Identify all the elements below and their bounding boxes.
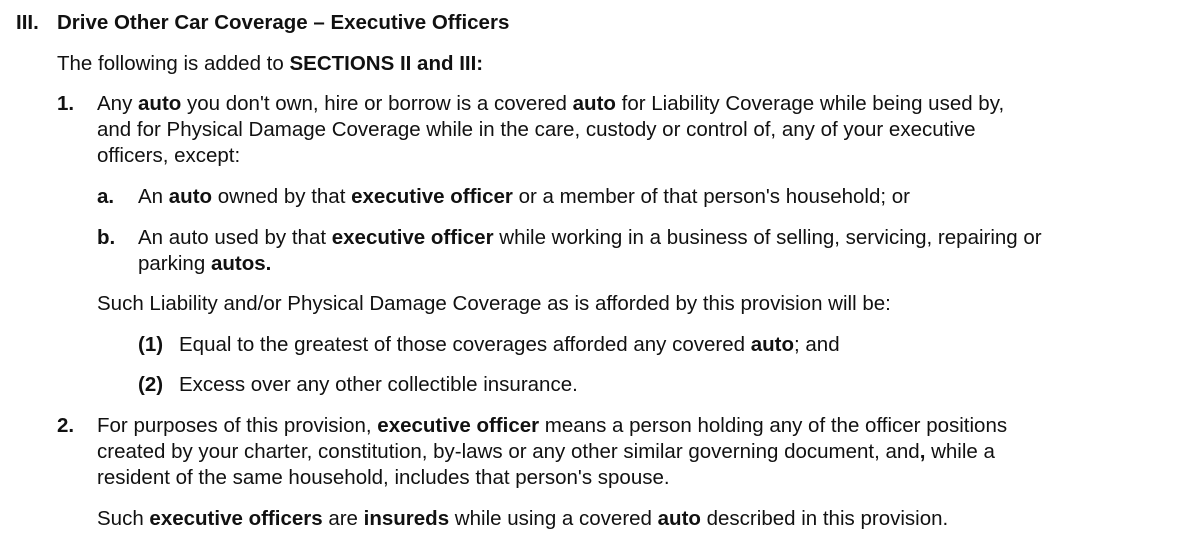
text-run: Such xyxy=(97,507,150,530)
afforded-line xyxy=(97,291,891,317)
bold-term: auto xyxy=(572,92,616,115)
text-run: created by your charter, constitution, by-laws or any other similar governing document, and xyxy=(97,440,920,463)
text-run: while working in a business of selling, servicing, repairing or xyxy=(493,226,1042,249)
sub-b-line-2 xyxy=(138,251,271,277)
text-run: for Liability Coverage while being used by, xyxy=(615,92,1005,115)
text-run: you don't own, hire or borrow is a covered xyxy=(181,92,573,115)
text-run: For purposes of this provision, xyxy=(97,414,378,437)
num-2-line-1 xyxy=(179,372,578,398)
text-run: officers, except: xyxy=(97,144,241,167)
text-run: Any xyxy=(97,92,139,115)
text-run: means a person holding any of the officer positions xyxy=(539,414,1008,437)
text-run: owned by that xyxy=(212,185,352,208)
num-1-line-1 xyxy=(179,332,840,358)
item-1-marker: 1. xyxy=(57,92,75,115)
text-run: An auto used by that xyxy=(138,226,332,249)
bold-term: executive officer xyxy=(331,226,494,249)
section-title: Drive Other Car Coverage – Executive Officers xyxy=(57,11,510,34)
num-1-marker: (1) xyxy=(138,333,164,356)
text-run: and for Physical Damage Coverage while in the care, custody or control of, any of your executive xyxy=(97,118,976,141)
bold-term: auto xyxy=(168,185,213,208)
text-run: are xyxy=(322,507,364,530)
bold-term: auto xyxy=(750,333,794,356)
bold-term: executive officer xyxy=(351,185,513,208)
text-run: while using a covered xyxy=(449,507,658,530)
bold-term: executive officer xyxy=(377,414,540,437)
bold-term: autos. xyxy=(210,252,272,275)
text-run: or a member of that person's household; or xyxy=(512,185,910,208)
text-run: ; and xyxy=(794,333,840,356)
item-1-line-3 xyxy=(97,143,240,169)
item-1-line-1 xyxy=(97,91,1004,117)
bold-term: insureds xyxy=(363,507,450,530)
intro-line xyxy=(57,51,483,77)
item-2-line-3 xyxy=(97,465,670,491)
text-run: described in this provision. xyxy=(700,507,949,530)
intro-sections: SECTIONS II and III: xyxy=(289,52,484,75)
insureds-line xyxy=(97,506,948,532)
text-run: Equal to the greatest of those coverages afforded any covered xyxy=(179,333,751,356)
sub-b-marker: b. xyxy=(97,226,116,249)
text-run: Such Liability and/or Physical Damage Coverage as is afforded by this provision will be: xyxy=(97,292,891,315)
item-2-line-1 xyxy=(97,413,1007,439)
text-run: resident of the same household, includes that person's spouse. xyxy=(97,466,670,489)
item-2-line-2 xyxy=(97,439,995,465)
bold-term: , xyxy=(919,440,926,463)
sub-a-line-1 xyxy=(138,184,910,210)
text-run: while a xyxy=(925,440,995,463)
sub-b-line-1 xyxy=(138,225,1042,251)
num-2-marker: (2) xyxy=(138,373,164,396)
item-1-line-2 xyxy=(97,117,976,143)
sub-a-marker: a. xyxy=(97,185,115,208)
bold-term: auto xyxy=(138,92,182,115)
text-run: Excess over any other collectible insurance. xyxy=(179,373,578,396)
bold-term: auto xyxy=(657,507,701,530)
bold-term: executive officers xyxy=(149,507,323,530)
section-number: III. xyxy=(16,11,39,34)
text-run: parking xyxy=(138,252,211,275)
text-run: An xyxy=(138,185,169,208)
item-2-marker: 2. xyxy=(57,414,75,437)
intro-text: The following is added to xyxy=(57,52,290,75)
